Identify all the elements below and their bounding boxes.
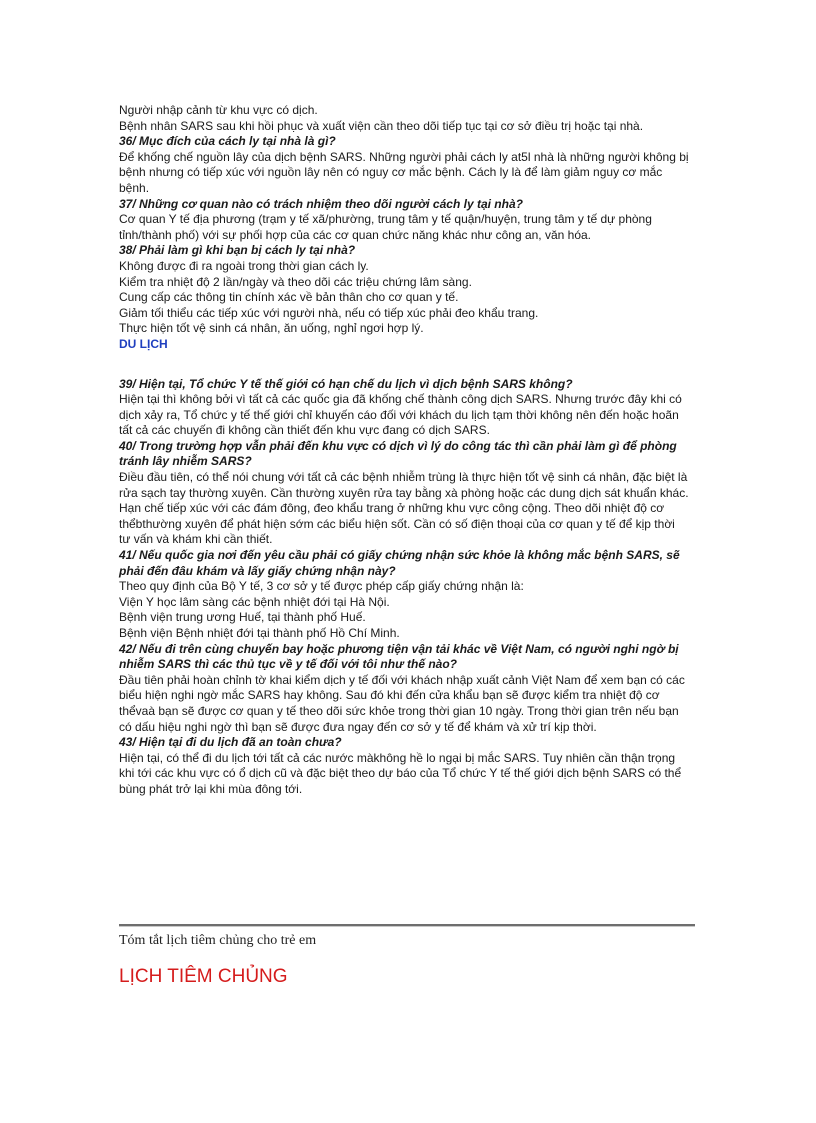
section-spacer [119,353,689,377]
horizontal-divider [119,924,695,927]
answer-38-line: Cung cấp các thông tin chính xác về bản thân cho cơ quan y tế. [119,290,459,305]
answer-40: Điều đầu tiên, có thể nói chung với tất cả các bệnh nhiễm trùng là thực hiện tốt vệ sinh cá nhân, đặc biệt là rửa sạch tay thường xuyên. Cần thường xuyên rửa tay bằng xà phòng hoặc các dung dịch sát khuẩn khác. Hạn chế tiếp xúc với các đám đông, đeo khẩu trang ở những khu vực công cộng. Theo dõi nhiệt độ cơ thểbthường xuyên để phát hiện sớm các biểu hiện sốt. Cần có số điện thoại của cơ quan y tế để kịp thời tư vấn và khám khi cần thiết. [119,470,689,547]
intro-line: Người nhập cảnh từ khu vực có dịch. [119,103,318,117]
answer-41-line: Viện Y học lâm sàng các bệnh nhiệt đới tại Hà Nội. [119,594,390,609]
question-43: 43/ Hiện tại đi du lịch đã an toàn chưa? [119,735,342,750]
question-38: 38/ Phải làm gì khi bạn bị cách ly tại nhà? [119,243,356,258]
question-41: 41/ Nếu quốc gia nơi đến yêu cầu phải có giấy chứng nhận sức khỏe là không mắc bệnh SARS, sẽ phải đến đâu khám và lấy giấy chứng nhận này? [119,548,680,578]
answer-38-line: Giảm tối thiểu các tiếp xúc với người nhà, nếu có tiếp xúc phải đeo khẩu trang. [119,305,539,320]
answer-41-line: Bệnh viện Bệnh nhiệt đới tại thành phố Hồ Chí Minh. [119,626,400,640]
answer-41-line: Bệnh viện trung ương Huế, tại thành phố Huế. [119,610,366,625]
answer-36: Để khống chế nguồn lây của dịch bệnh SARS. Những người phải cách ly at5l nhà là những người không bị bệnh nhưng có tiếp xúc với nguồn lây nên có nguy cơ mắc bệnh. Cách ly là để làm giảm nguy cơ mắc bệnh. [119,149,689,195]
answer-38-line: Thực hiện tốt vệ sinh cá nhân, ăn uống, nghỉ ngơi hợp lý. [119,321,424,336]
question-40: 40/ Trong trường hợp vẫn phải đến khu vực có dịch vì lý do công tác thì cần phải làm gì để phòng tránh lây nhiễm SARS? [119,438,677,469]
question-36: 36/ Mục đích của cách ly tại nhà là gì? [119,134,336,149]
answer-38-line: Kiểm tra nhiệt độ 2 lần/ngày và theo dõi các triệu chứng lâm sàng. [119,274,472,289]
question-42: 42/ Nếu đi trên cùng chuyến bay hoặc phương tiện vận tải khác về Việt Nam, có người nghi ngờ bị nhiễm SARS thì các thủ tục về y tế đối với tôi như thế nào? [119,641,679,672]
answer-39: Hiện tại thì không bởi vì tất cả các quốc gia đã khống chế thành công dịch SARS. Nhưng trước đây khi có dịch xảy ra, Tổ chức y tế thế giới chỉ khuyến cáo đối với khách du lịch tạm thời không nên đến hoặc hoãn tất cả các chuyến đi không cần thiết đến khu vực đang có dịch SARS. [119,392,682,438]
intro-line: Bệnh nhân SARS sau khi hồi phục và xuất viện cần theo dõi tiếp tục tại cơ sở điều trị hoặc tại nhà. [119,118,644,133]
question-37: 37/ Những cơ quan nào có trách nhiệm theo dõi người cách ly tại nhà? [119,196,523,211]
answer-41-line: Theo quy định của Bộ Y tế, 3 cơ sở y tế được phép cấp giấy chứng nhận là: [119,579,524,594]
answer-38-line: Không được đi ra ngoài trong thời gian cách ly. [119,258,369,273]
section-heading-travel: DU LỊCH [119,336,168,351]
answer-42: Đầu tiên phải hoàn chỉnh tờ khai kiểm dịch y tế đối với khách nhập xuất cảnh Việt Nam để xem bạn có các biểu hiện nghi ngờ mắc SARS hay không. Sau đó khi đến cửa khẩu bạn sẽ được kiểm tra nhiệt độ cơ thểvaà bạn sẽ được cơ quan y tế theo dõi sức khỏe trong thời gian 10 ngày. Trong thời gian trên nếu bạn có dấu hiệu nghi ngờ thì bạn sẽ được đưa ngay đến cơ sở y tế để khám và xử trí kịp thời. [119,672,685,734]
schedule-summary-caption: Tóm tắt lịch tiêm chủng cho trẻ em [119,933,317,948]
vaccination-schedule-title: LỊCH TIÊM CHỦNG [119,966,288,987]
document-body [119,103,689,798]
answer-37: Cơ quan Y tế địa phương (trạm y tế xã/phường, trung tâm y tế quận/huyện, trung tâm y tế dự phòng tỉnh/thành phố) với sự phối hợp của các cơ quan chức năng khác như công an, văn hóa. [119,212,652,242]
answer-43: Hiện tại, có thể đi du lịch tới tất cả các nước màkhông hề lo ngại bị mắc SARS. Tuy nhiên cần thận trọng khi tới các khu vực có ổ dịch cũ và đặc biệt theo dự báo của Tổ chức Y tế thế giới dịch bệnh SARS có thể bùng phát trở lại khi mùa đông tới. [119,750,682,796]
question-39: 39/ Hiện tại, Tổ chức Y tế thế giới có hạn chế du lịch vì dịch bệnh SARS không? [119,376,573,391]
